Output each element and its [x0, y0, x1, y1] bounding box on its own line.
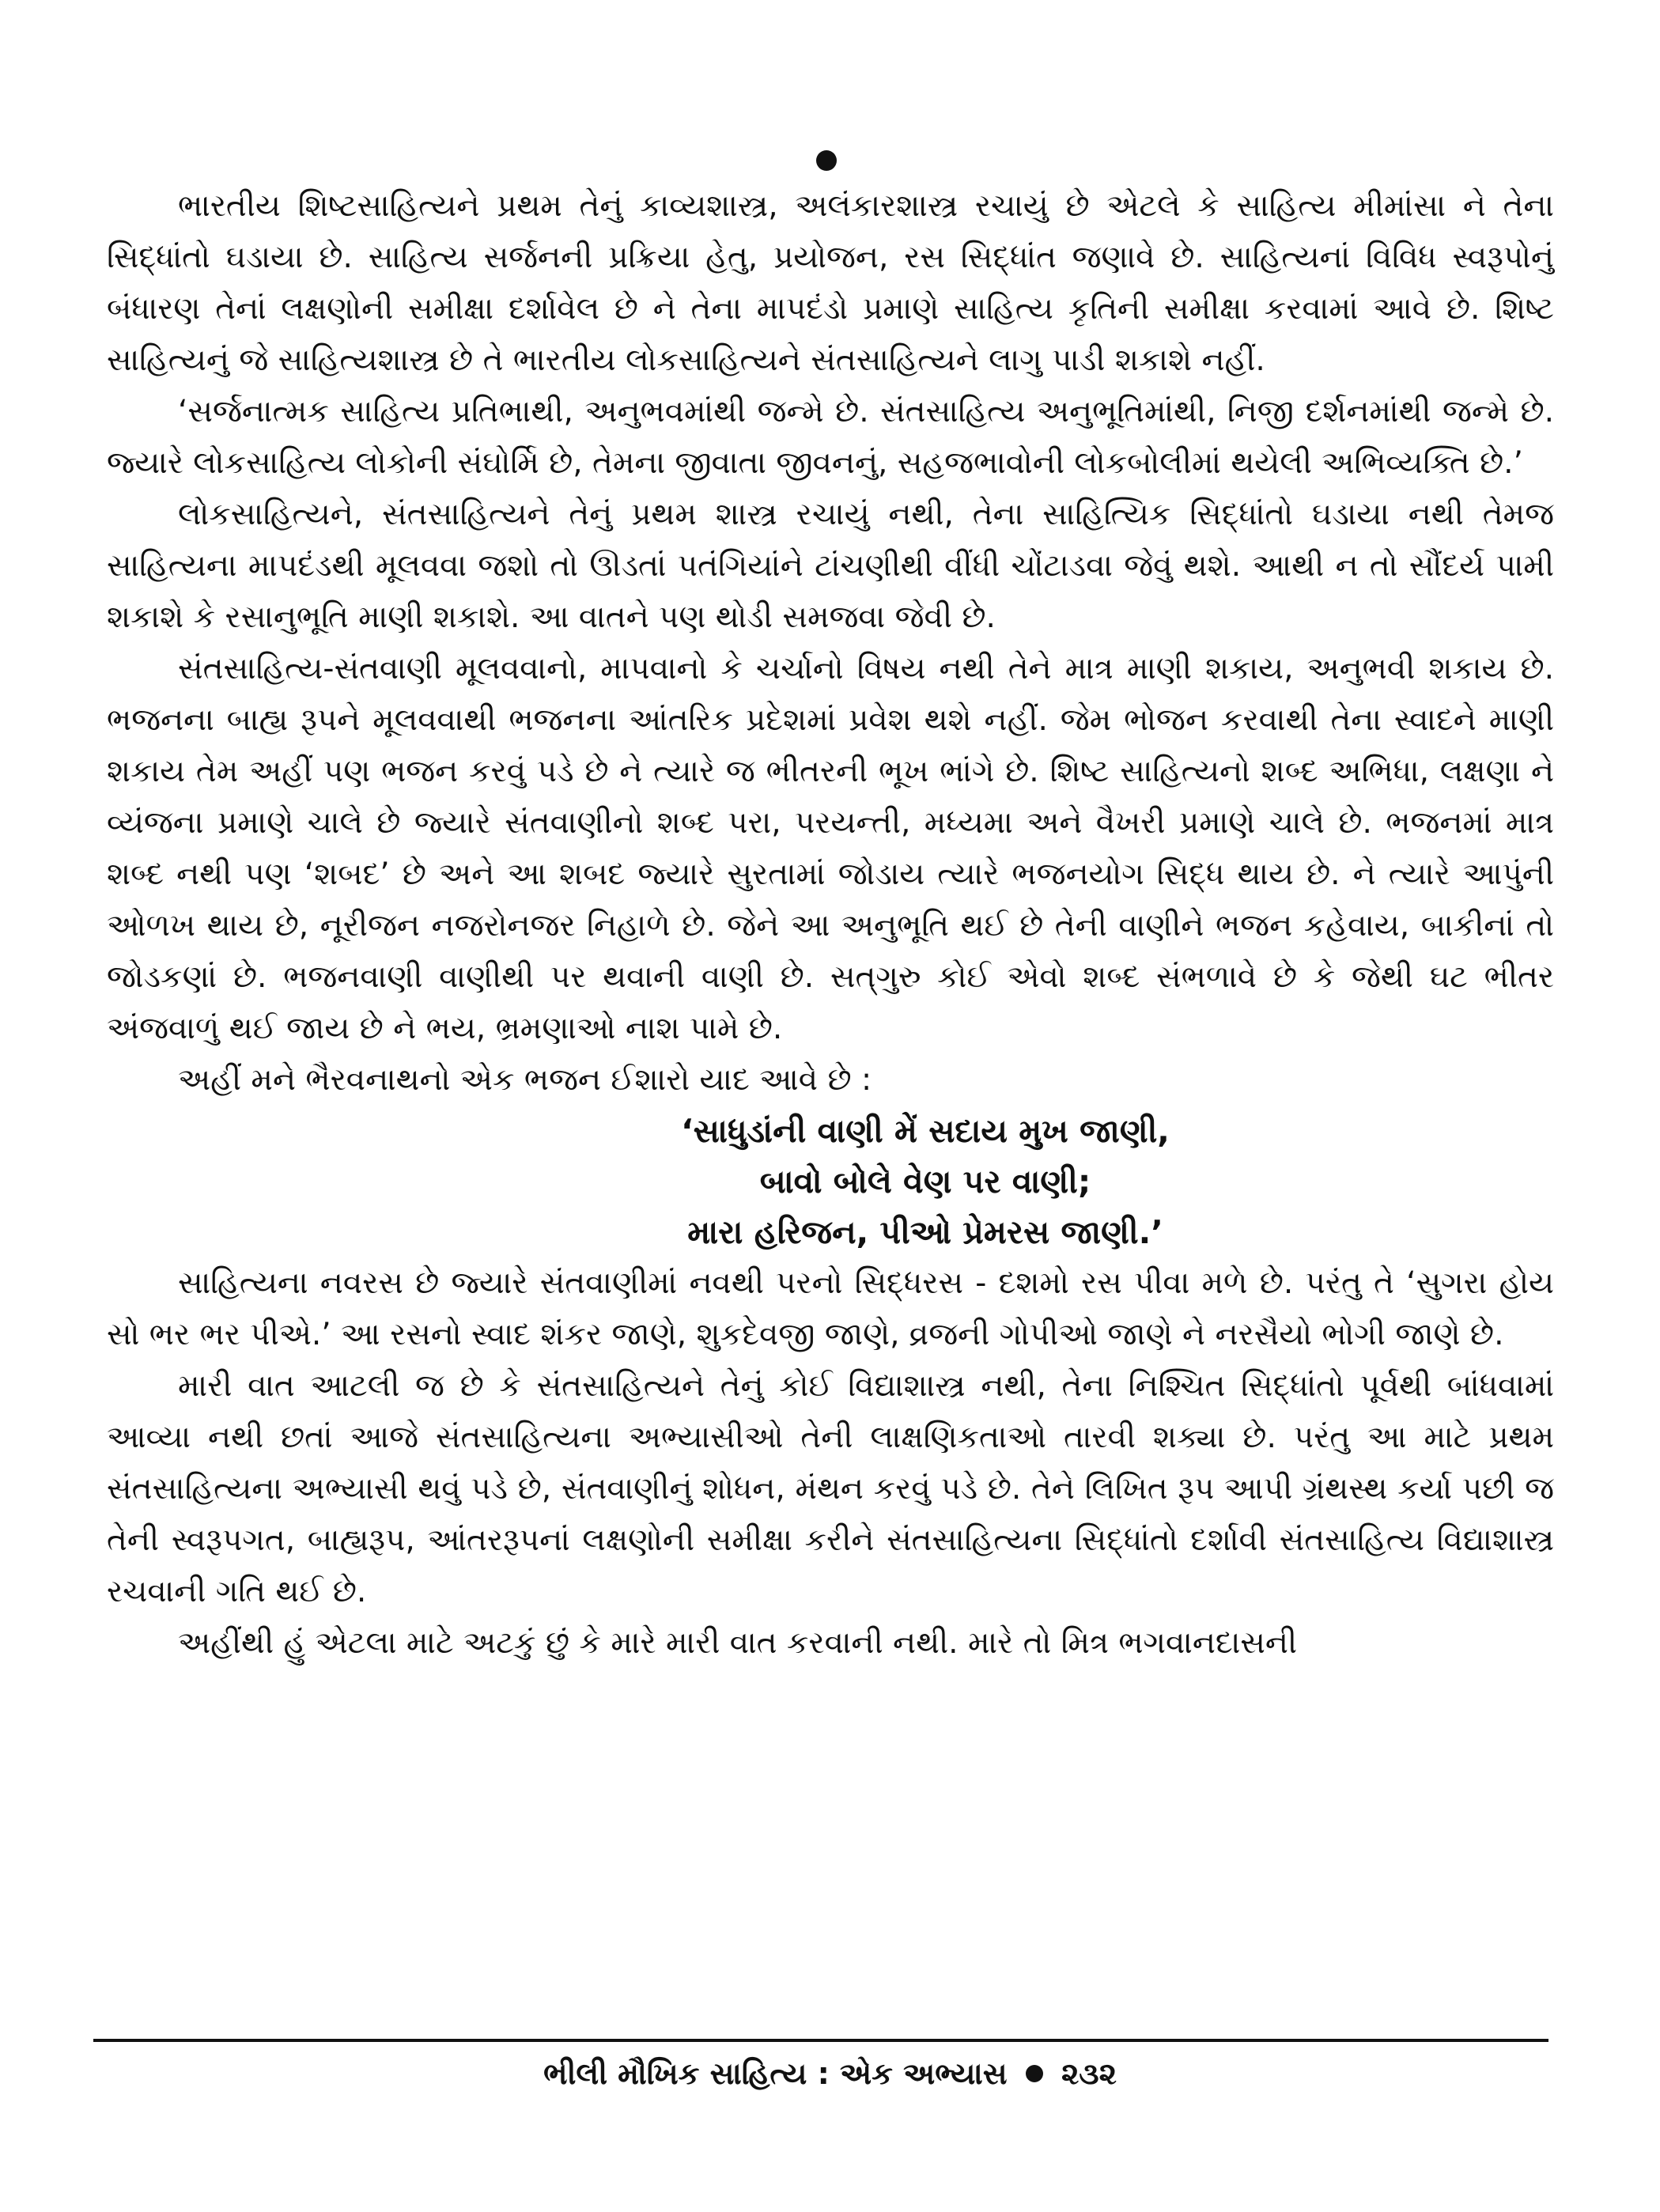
paragraph-4: સંતસાહિત્ય-સંતવાણી મૂલવવાનો, માપવાનો કે ચર્ચાનો વિષય નથી તેને માત્ર માણી શકાય, અનુભવી શકાય છે. ભજનના બાહ્ય રૂપને મૂલવવાથી ભજનના આંતરિક પ્રદેશમાં પ્રવેશ થશે નહીં. જેમ ભોજન કરવાથી તેના સ્વાદને માણી શકાય તેમ અહીં પણ ભજન કરવું પડે છે ને ત્યારે જ ભીતરની ભૂખ ભાંગે છે. શિષ્ટ સાહિત્યનો શબ્દ અભિધા, લક્ષણા ને વ્યંજના પ્રમાણે ચાલે છે જ્યારે સંતવાણીનો શબ્દ પરા, પરયન્તી, મધ્યમા અને વૈખરી પ્રમાણે ચાલે છે. ભજનમાં માત્ર શબ્દ નથી પણ ‘શબદ’ છે અને આ શબદ જ્યારે સુરતામાં જોડાય ત્યારે ભજનયોગ સિદ્ધ થાય છે. ને ત્યારે આપુંની ઓળખ થાય છે, નૂરીજન નજરોનજર નિહાળે છે. જેને આ અનુભૂતિ થઈ છે તેની વાણીને ભજન કહેવાય, બાકીનાં તો જોડકણાં છે. ભજનવાણી વાણીથી પર થવાની વાણી છે. સત્‌ગુરુ કોઈ એવો શબ્દ સંભળાવે છે કે જેથી ઘટ ભીતર અંજવાળું થઈ જાય છે ને ભય, ભ્રમણાઓ નાશ પામે છે.	[107, 651, 1554, 1046]
paragraph-3: લોકસાહિત્યને, સંતસાહિત્યને તેનું પ્રથમ શાસ્ત્ર રચાયું નથી, તેના સાહિત્યિક સિદ્ધાંતો ઘડાયા નથી તેમજ સાહિત્યના માપદંડથી મૂલવવા જશો તો ઊડતાં પતંગિયાંને ટાંચણીથી વીંધી ચોંટાડવા જેવું થશે. આથી ન તો સૌંદર્ય પામી શકાશે કે રસાનુભૂતિ માણી શકાશે. આ વાતને પણ થોડી સમજવા જેવી છે.	[107, 497, 1554, 635]
footer-page-number: ૨૩૨	[1061, 2056, 1117, 2091]
body-text	[107, 180, 1554, 1669]
paragraph-2: ‘સર્જનાત્મક સાહિત્ય પ્રતિભાથી, અનુભવમાંથી જન્મે છે. સંતસાહિત્ય અનુભૂતિમાંથી, નિજી દર્શનમાંથી જન્મે છે. જ્યારે લોકસાહિત્ય લોકોની સંઘોર્મિ છે, તેમના જીવાતા જીવનનું, સહજભાવોની લોકબોલીમાં થયેલી અભિવ્યક્તિ છે.’	[107, 394, 1554, 481]
paragraph-6: સાહિત્યના નવરસ છે જ્યારે સંતવાણીમાં નવથી પરનો સિદ્ધરસ - દશમો રસ પીવા મળે છે. પરંતુ તે ‘સુગરા હોય સો ભર ભર પીએ.’ આ રસનો સ્વાદ શંકર જાણે, શુકદેવજી જાણે, વ્રજની ગોપીઓ જાણે ને નરસૈયો ભોગી જાણે છે.	[107, 1265, 1554, 1352]
top-bullet-icon	[816, 150, 837, 171]
paragraph-7: મારી વાત આટલી જ છે કે સંતસાહિત્યને તેનું કોઈ વિદ્યાશાસ્ત્ર નથી, તેના નિશ્ચિત સિદ્ધાંતો પૂર્વથી બાંધવામાં આવ્યા નથી છતાં આજે સંતસાહિત્યના અભ્યાસીઓ તેની લાક્ષણિકતાઓ તારવી શક્યા છે. પરંતુ આ માટે પ્રથમ સંતસાહિત્યના અભ્યાસી થવું પડે છે, સંતવાણીનું શોધન, મંથન કરવું પડે છે. તેને લિખિત રૂપ આપી ગ્રંથસ્થ કર્યા પછી જ તેની સ્વરૂપગત, બાહ્યરૂપ, આંતરરૂપનાં લક્ષણોની સમીક્ષા કરીને સંતસાહિત્યના સિદ્ધાંતો દર્શાવી સંતસાહિત્ય વિદ્યાશાસ્ત્ર રચવાની ગતિ થઈ છે.	[107, 1368, 1554, 1609]
bhajan-quote	[107, 1106, 1554, 1257]
quote-line-2: બાવો બોલે વેણ પર વાણી;	[759, 1163, 1091, 1201]
footer-book-title: ભીલી મૌખિક સાહિત્ય : એક અભ્યાસ	[543, 2056, 1008, 2091]
paragraph-1: ભારતીય શિષ્ટસાહિત્યને પ્રથમ તેનું કાવ્યશાસ્ત્ર, અલંકારશાસ્ત્ર રચાયું છે એટલે કે સાહિત્ય મીમાંસા ને તેના સિદ્ધાંતો ઘડાયા છે. સાહિત્ય સર્જનની પ્રક્રિયા હેતુ, પ્રયોજન, રસ સિદ્ધાંત જણાવે છે. સાહિત્યનાં વિવિધ સ્વરૂપોનું બંધારણ તેનાં લક્ષણોની સમીક્ષા દર્શાવેલ છે ને તેના માપદંડો પ્રમાણે સાહિત્ય કૃતિની સમીક્ષા કરવામાં આવે છે. શિષ્ટ સાહિત્યનું જે સાહિત્યશાસ્ત્ર છે તે ભારતીય લોકસાહિત્યને સંતસાહિત્યને લાગુ પાડી શકાશે નહીં.	[107, 188, 1554, 378]
paragraph-5: અહીં મને ભૈરવનાથનો એક ભજન ઈશારો યાદ આવે છે :	[178, 1062, 872, 1098]
footer-bullet-icon	[1026, 2065, 1043, 2082]
quote-line-3: મારા હરિજન, પીઓ પ્રેમરસ જાણી.’	[687, 1213, 1163, 1251]
footer-divider	[93, 2039, 1548, 2042]
paragraph-8: અહીંથી હું એટલા માટે અટકું છું કે મારે મારી વાત કરવાની નથી. મારે તો મિત્ર ભગવાનદાસની	[178, 1625, 1298, 1661]
page-footer	[0, 2056, 1660, 2092]
quote-line-1: ‘સાધુડાંની વાણી મેં સદાય મુખ જાણી,	[681, 1112, 1170, 1150]
